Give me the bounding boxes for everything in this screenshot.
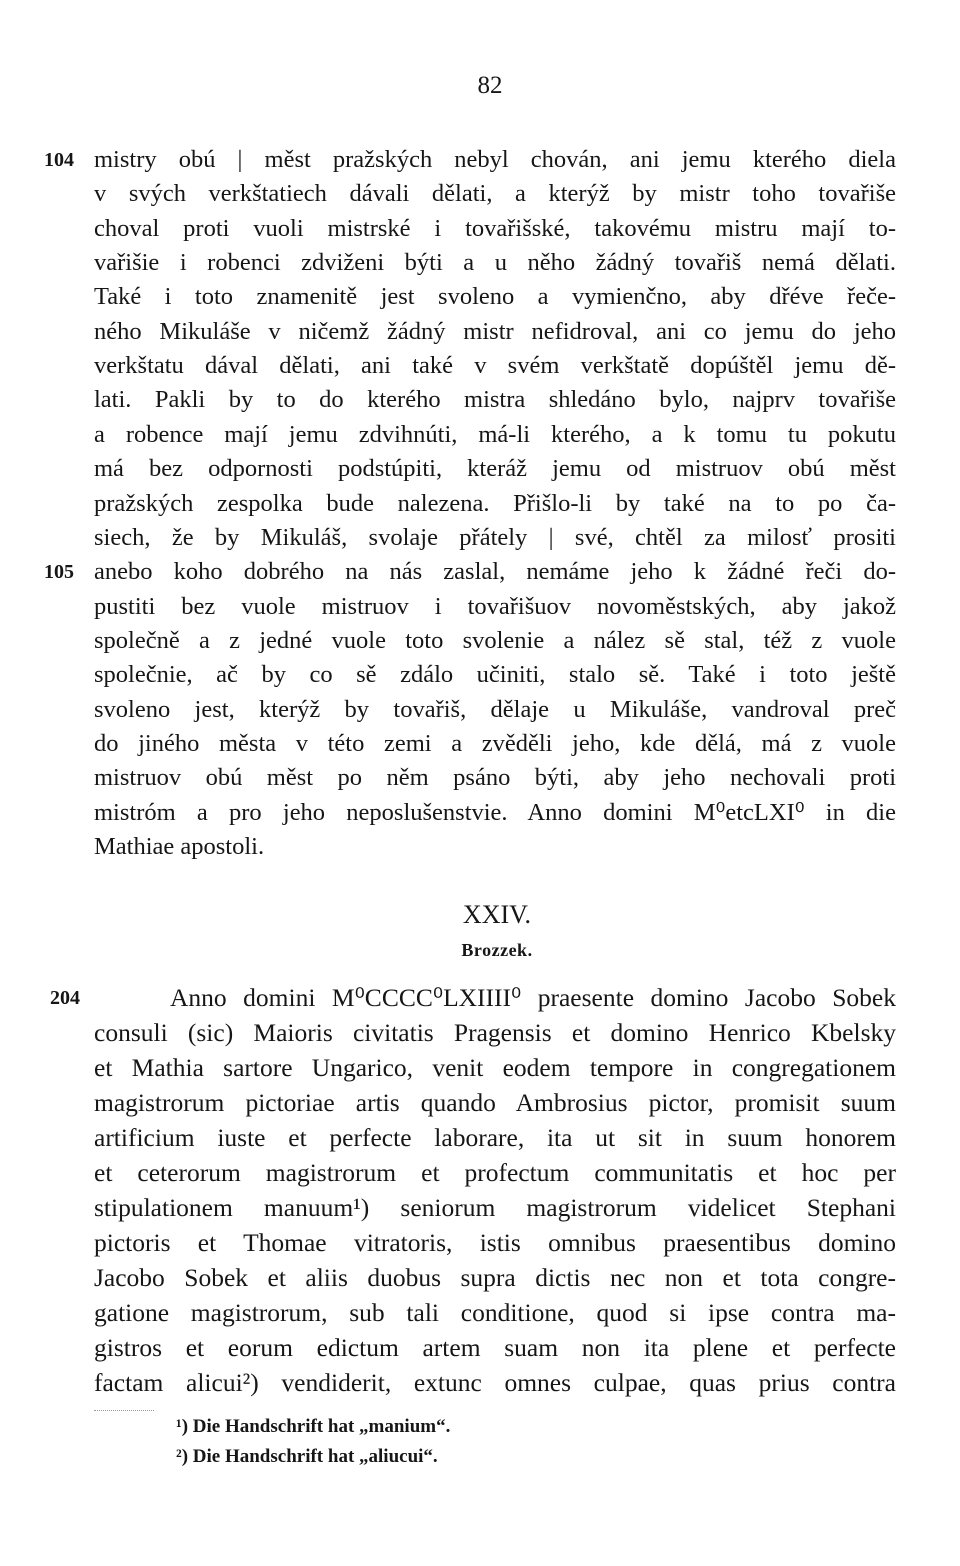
text-line: vařišie i robenci zdviženi býti a u něho žádný tovařiš nemá dělati.: [94, 249, 896, 277]
text-line: gistros et eorum edictum artem suam non ita plene et perfecte: [94, 1333, 896, 1362]
text-line: do jiného města v této zemi a zvěděli jeho, kde dělá, má z vuole: [94, 729, 896, 757]
text-line: anebo koho dobrého na nás zaslal, nemáme jeho k žádné řeči do-: [94, 558, 896, 586]
footnote-1: ¹) Die Handschrift hat „manium“.: [176, 1416, 451, 1437]
text-line: v svých verkštatiech dávali dělati, a kterýž by mistr toho tovařiše: [94, 180, 896, 208]
text-line: verkštatu dával dělati, ani také v svém verkštatě dopúštěl jemu dě-: [94, 352, 896, 380]
text-line: lati. Pakli by to do kterého mistra shledáno bylo, najprv tovařiše: [94, 386, 896, 414]
text-line: Mathiae apostoli.: [94, 833, 265, 860]
text-line: Jacobo Sobek et aliis duobus supra dictis nec non et tota congre-: [94, 1263, 896, 1292]
text-line: společně a z jedné vuole toto svolenie a nález sě stal, též z vuole: [94, 626, 896, 654]
text-line: mistry obú | měst pražských nebyl chován, ani jemu kterého diela: [94, 146, 896, 173]
text-line: artificium iuste et perfecte laborare, ita ut sit in suum honorem: [94, 1123, 896, 1152]
text-line: pustiti bez vuole mistruov i tovařišuov novoměstských, aby jakož: [94, 592, 896, 620]
text-line: et ceterorum magistrorum et profectum communitatis et hoc per: [94, 1158, 896, 1187]
section-title: Brozzek.: [461, 940, 533, 960]
text-line: a robence mají jemu zdvihnúti, má-li kterého, a k tomu tu pokutu: [94, 420, 896, 448]
text-line: siech, že by Mikuláš, svolaje přátely | své, chtěl za milosť prositi: [94, 523, 896, 551]
text-line: ného Mikuláše v ničemž žádný mistr nefidroval, ani co jemu do jeho: [94, 317, 896, 345]
margin-number: 204: [50, 987, 80, 1009]
text-line: Také i toto znamenitě jest svoleno a vymienčno, aby dřéve řeče-: [94, 283, 896, 311]
footnote-2: ²) Die Handschrift hat „aliucui“.: [176, 1446, 438, 1467]
page-number: 82: [477, 72, 503, 99]
text-line: pražských zespolka bude nalezena. Přišlo-li by také na to po ča-: [94, 489, 896, 517]
text-line: mistruov obú měst po něm psáno býti, aby jeho nechovali proti: [94, 764, 896, 792]
margin-number: 104: [44, 149, 74, 171]
section-number: XXIV.: [462, 900, 532, 929]
text-line: choval proti vuoli mistrské i tovařišské, takovému mistru mají to-: [94, 214, 896, 242]
margin-number: 105: [44, 561, 74, 584]
footnote-separator: [94, 1410, 154, 1411]
text-line: consuli (sic) Maioris civitatis Pragensis et domino Henrico Kbelsky: [94, 1018, 896, 1047]
text-line: mistróm a pro jeho neposlušenstvie. Anno domini M⁰etcLXI⁰ in die: [94, 798, 896, 826]
text-line: factam alicui²) vendiderit, extunc omnes culpae, quas prius contra: [94, 1368, 896, 1397]
text-line: společnie, ač by co sě zdálo učiniti, stalo sě. Také i toto ještě: [94, 661, 896, 689]
text-line: svoleno jest, kterýž by tovařiš, dělaje u Mikuláše, vandroval preč: [94, 695, 896, 723]
text-line: Anno domini M⁰CCCC⁰LXIIII⁰ praesente domino Jacobo Sobek: [170, 983, 896, 1012]
text-line: pictoris et Thomae vitratoris, istis omnibus praesentibus domino: [94, 1228, 896, 1257]
text-line: gatione magistrorum, sub tali conditione, quod si ipse contra ma-: [94, 1298, 896, 1327]
text-line: et Mathia sartore Ungarico, venit eodem tempore in congregationem: [94, 1053, 896, 1082]
text-line: magistrorum pictoriae artis quando Ambrosius pictor, promisit suum: [94, 1088, 896, 1117]
text-line: má bez odpornosti podstúpiti, kteráž jemu od mistruov obú měst: [94, 455, 896, 483]
text-line: stipulationem manuum¹) seniorum magistrorum videlicet Stephani: [94, 1193, 896, 1222]
